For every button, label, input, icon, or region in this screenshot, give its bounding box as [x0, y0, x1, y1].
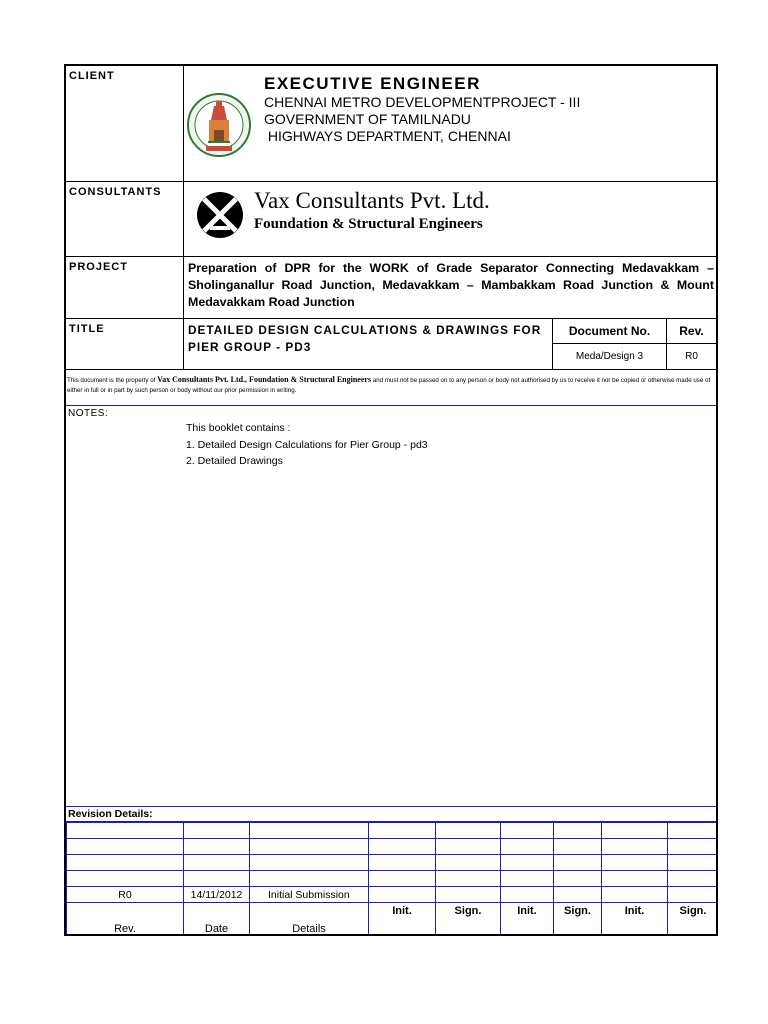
notice-company: Vax Consultants Pvt. Ltd., Foundation & Structural Engineers	[157, 375, 372, 384]
client-label: CLIENT	[66, 66, 184, 181]
notice-prefix: This document is the property of	[67, 377, 158, 384]
revision-header-row	[67, 903, 719, 936]
table-row	[67, 871, 719, 887]
document-title: DETAILED DESIGN CALCULATIONS & DRAWINGS FOR PIER GROUP - PD3	[188, 323, 542, 354]
revision-entry-rev: R0	[67, 887, 184, 903]
col-init-3: Init.	[602, 903, 668, 936]
client-line-4: HIGHWAYS DEPARTMENT, CHENNAI	[264, 128, 511, 144]
document-cover-sheet	[64, 64, 718, 936]
col-init-2: Init.	[501, 903, 554, 936]
project-row	[66, 257, 716, 319]
col-sign-3: Sign.	[668, 903, 719, 936]
revision-value: R0	[685, 351, 698, 362]
table-row	[67, 887, 719, 903]
col-sign-2: Sign.	[554, 903, 602, 936]
client-line-3: GOVERNMENT OF TAMILNADU	[264, 111, 471, 127]
notes-label: NOTES:	[68, 408, 109, 419]
project-label: PROJECT	[66, 257, 184, 318]
col-details: Details	[250, 903, 369, 936]
client-row	[66, 66, 716, 182]
client-title: EXECUTIVE ENGINEER	[264, 74, 481, 93]
col-rev: Rev.	[67, 903, 184, 936]
document-number-block	[552, 319, 716, 369]
property-notice	[67, 375, 715, 396]
government-seal-icon	[186, 92, 252, 158]
table-row	[67, 823, 719, 839]
table-row	[67, 855, 719, 871]
notes-intro: This booklet contains :	[186, 422, 291, 434]
title-label: TITLE	[66, 319, 184, 369]
title-row	[66, 319, 716, 369]
notes-item-1: 1. Detailed Design Calculations for Pier Group - pd3	[186, 438, 428, 451]
project-description: Preparation of DPR for the WORK of Grade Separator Connecting Medavakkam – Sholinganallur Road Junction, Medavakkam – Mambakkam Road Junction & Mount Medavakkam Road Junction	[188, 261, 714, 309]
document-number-header: Document No.	[553, 319, 667, 344]
col-date: Date	[184, 903, 250, 936]
property-notice-row	[66, 369, 716, 406]
col-sign-1: Sign.	[436, 903, 501, 936]
revision-entry-details: Initial Submission	[250, 887, 369, 903]
notes-list	[186, 420, 428, 470]
consultants-row	[66, 182, 716, 257]
revision-header: Rev.	[667, 319, 716, 344]
revision-details-label: Revision Details:	[66, 806, 716, 822]
document-number-value: Meda/Design 3	[553, 344, 667, 369]
consultant-name: Vax Consultants Pvt. Ltd.	[254, 188, 490, 213]
col-init-1: Init.	[369, 903, 436, 936]
notice-suffix: and must not be passed on to any person or body not authorised by us to receive it nor be copied or otherwise made use of either in full or in part by such person or body without our prior permission in writing.	[67, 377, 711, 394]
client-line-2: CHENNAI METRO DEVELOPMENTPROJECT - III	[264, 94, 581, 110]
table-row	[67, 839, 719, 855]
consultants-label: CONSULTANTS	[66, 182, 184, 256]
revision-table	[66, 822, 718, 936]
consultant-logo-icon	[192, 190, 248, 240]
consultant-subtitle: Foundation & Structural Engineers	[254, 216, 483, 232]
notes-item-2: 2. Detailed Drawings	[186, 455, 283, 467]
revision-entry-date: 14/11/2012	[184, 887, 250, 903]
